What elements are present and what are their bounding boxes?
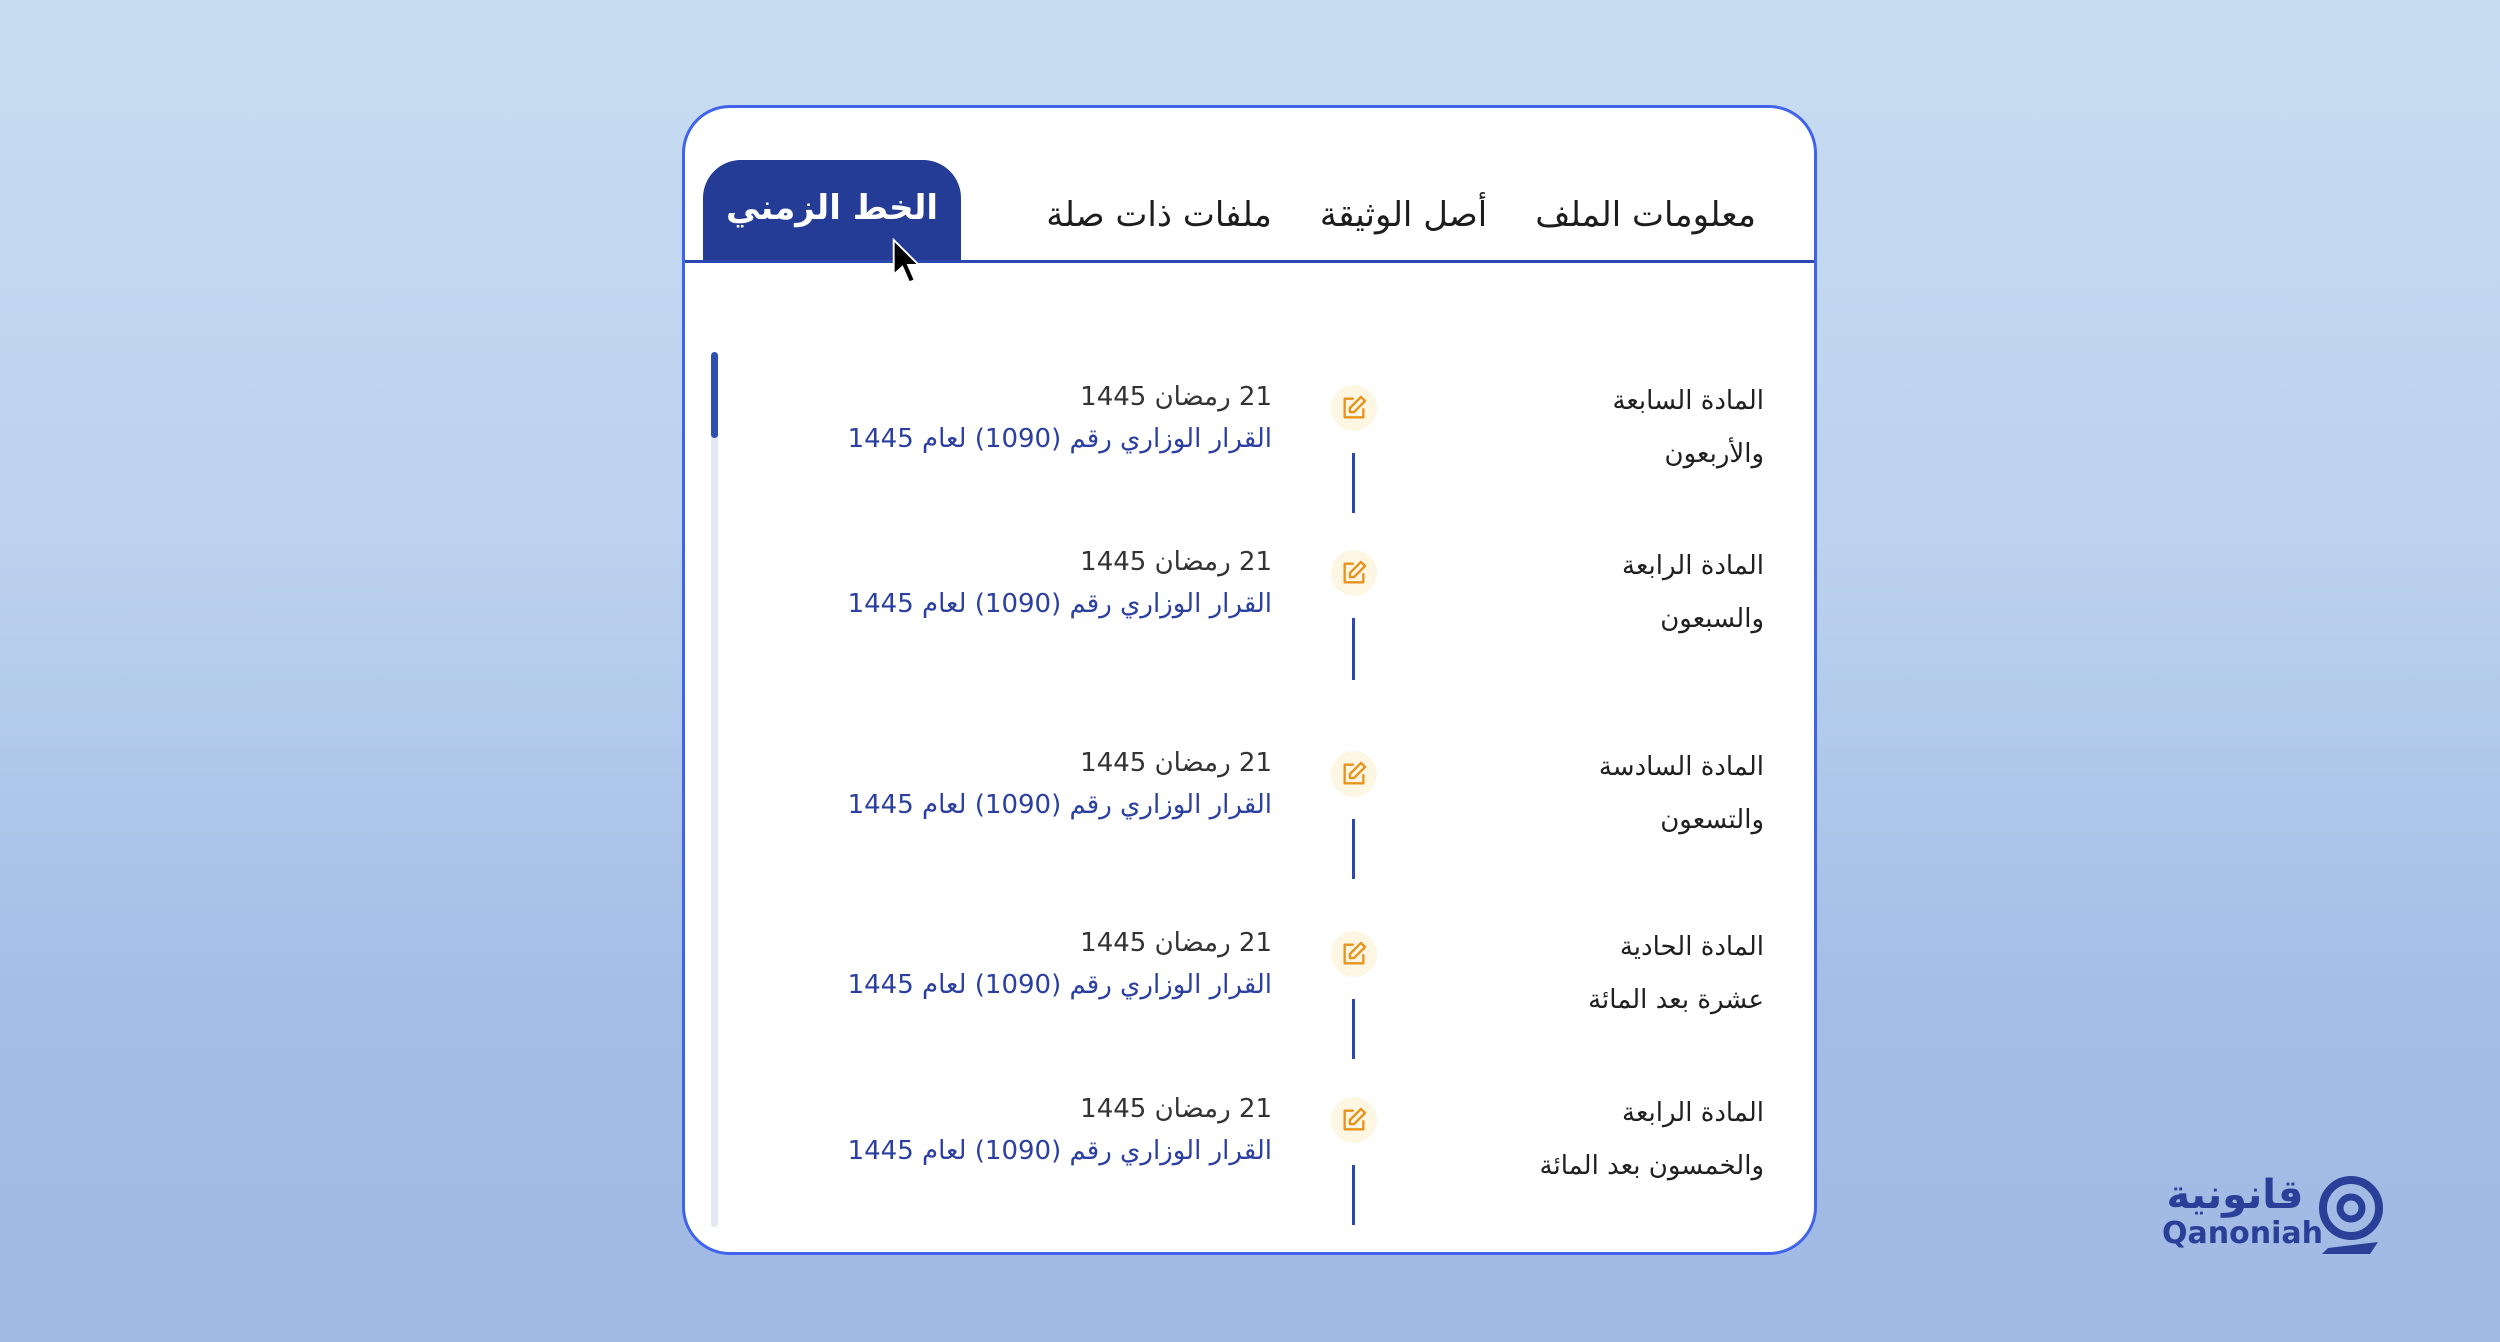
- article-title-line2: عشرة بعد المائة: [1588, 985, 1764, 1015]
- article-title-line1: المادة السادسة: [1598, 752, 1764, 782]
- article-title: [1464, 540, 1764, 646]
- scrollbar-track[interactable]: [711, 352, 718, 1227]
- article-title-line1: المادة الرابعة: [1622, 551, 1764, 581]
- article-title: [1464, 921, 1764, 1027]
- decision-link[interactable]: القرار الوزاري رقم (1090) لعام 1445: [847, 790, 1272, 820]
- timeline-connector: [1352, 1165, 1355, 1225]
- timeline-date: 21 رمضان 1445: [1080, 748, 1272, 778]
- edit-icon[interactable]: [1331, 385, 1377, 431]
- article-title: [1464, 741, 1764, 847]
- article-title-line1: المادة الحادية: [1619, 932, 1764, 962]
- article-title-line1: المادة السابعة: [1612, 386, 1764, 416]
- mouse-cursor-icon: [891, 238, 931, 288]
- logo-arabic: قانونية: [2166, 1172, 2304, 1218]
- tab-timeline[interactable]: الخط الزمني: [703, 160, 961, 262]
- decision-link[interactable]: القرار الوزاري رقم (1090) لعام 1445: [847, 424, 1272, 454]
- article-title: [1464, 1087, 1764, 1193]
- timeline-date: 21 رمضان 1445: [1080, 382, 1272, 412]
- tab-bar: [1046, 190, 1756, 240]
- tab-related-files[interactable]: ملفات ذات صلة: [1046, 195, 1272, 235]
- edit-icon[interactable]: [1331, 931, 1377, 977]
- timeline-connector: [1352, 453, 1355, 513]
- article-title-line2: والتسعون: [1660, 805, 1764, 835]
- article-title-line2: والأربعون: [1664, 439, 1764, 469]
- timeline-date: 21 رمضان 1445: [1080, 547, 1272, 577]
- article-title-line2: والسبعون: [1660, 604, 1764, 634]
- decision-link[interactable]: القرار الوزاري رقم (1090) لعام 1445: [847, 970, 1272, 1000]
- scrollbar-thumb[interactable]: [711, 352, 718, 438]
- document-panel: [682, 105, 1817, 1255]
- tab-file-info[interactable]: معلومات الملف: [1535, 195, 1756, 235]
- edit-icon[interactable]: [1331, 550, 1377, 596]
- timeline-date: 21 رمضان 1445: [1080, 928, 1272, 958]
- decision-link[interactable]: القرار الوزاري رقم (1090) لعام 1445: [847, 589, 1272, 619]
- edit-icon[interactable]: [1331, 751, 1377, 797]
- timeline-connector: [1352, 999, 1355, 1059]
- timeline-connector: [1352, 618, 1355, 680]
- article-title-line1: المادة الرابعة: [1622, 1098, 1764, 1128]
- logo-english: Qanoniah: [2162, 1216, 2323, 1251]
- decision-link[interactable]: القرار الوزاري رقم (1090) لعام 1445: [847, 1136, 1272, 1166]
- tab-divider: [685, 260, 1814, 263]
- qanoniah-logo: [2160, 1172, 2390, 1262]
- edit-icon[interactable]: [1331, 1097, 1377, 1143]
- timeline-connector: [1352, 819, 1355, 879]
- article-title: [1464, 375, 1764, 481]
- timeline-date: 21 رمضان 1445: [1080, 1094, 1272, 1124]
- logo-mark-icon: [2318, 1176, 2384, 1256]
- article-title-line2: والخمسون بعد المائة: [1539, 1151, 1764, 1181]
- tab-document-origin[interactable]: أصل الوثيقة: [1319, 195, 1488, 235]
